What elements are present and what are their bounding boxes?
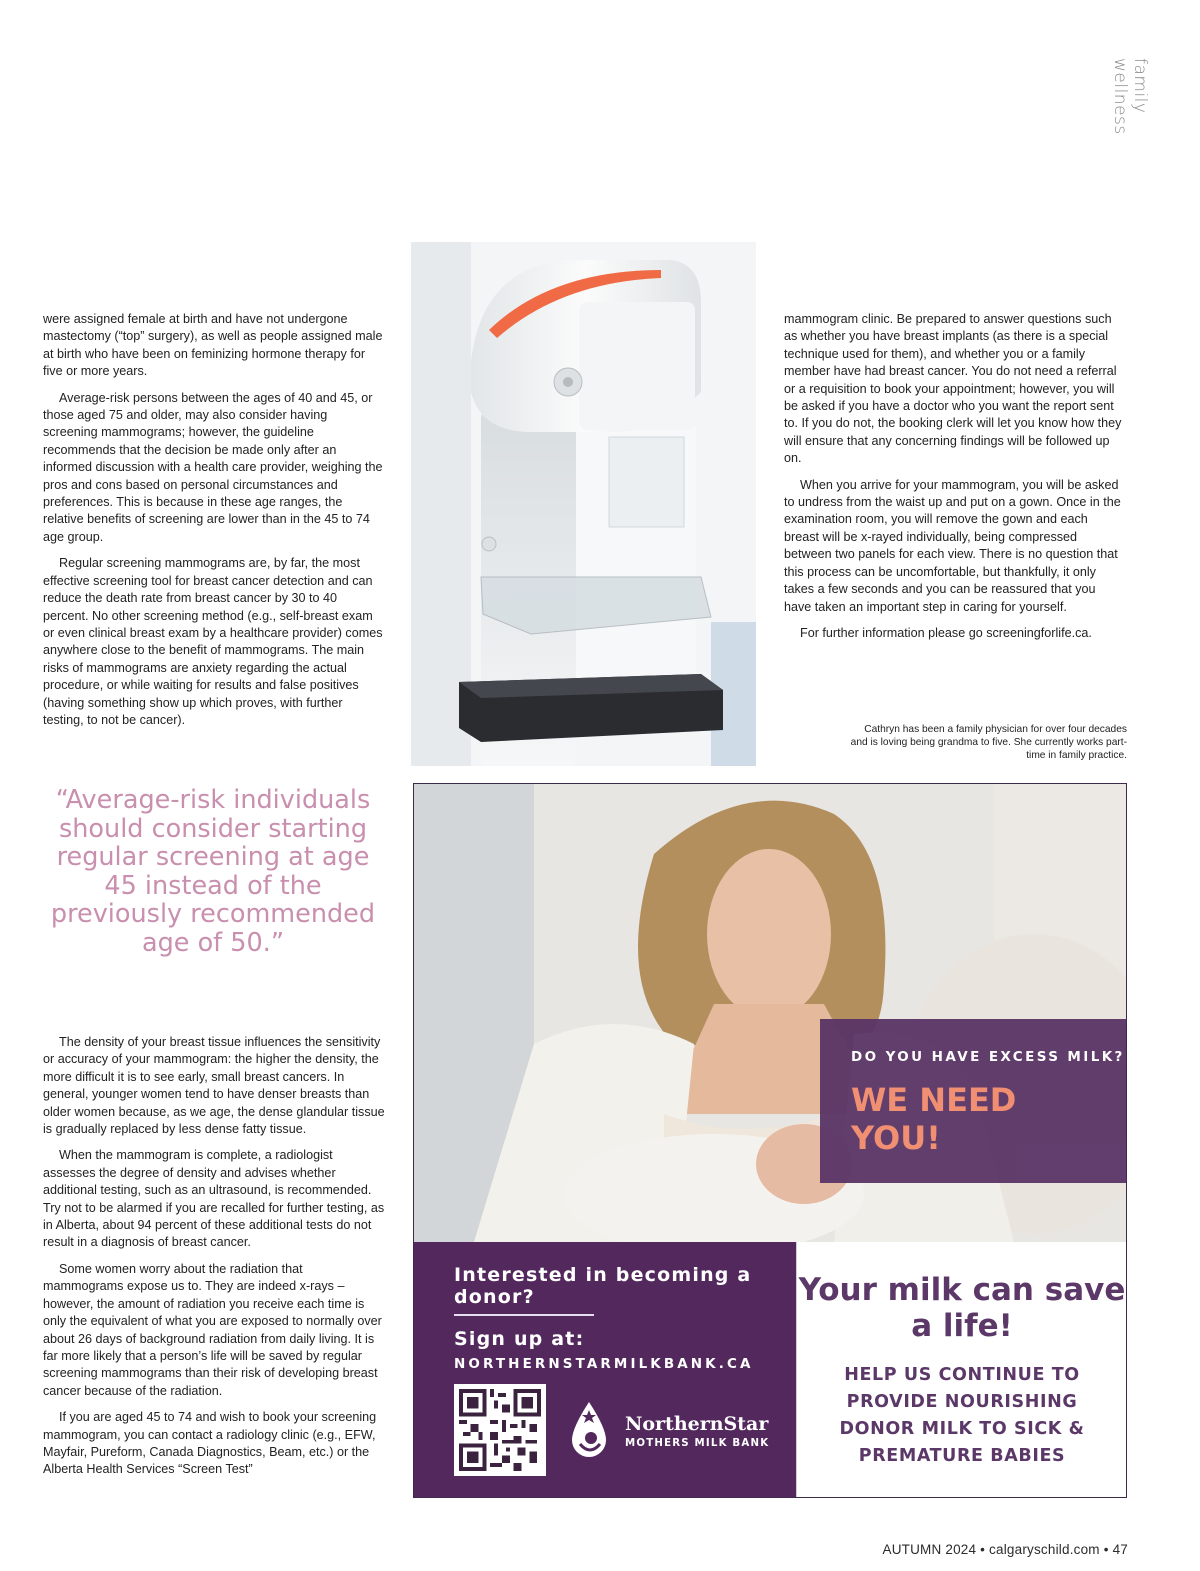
ad-url-link[interactable]: NORTHERNSTARMILKBANK.CA: [454, 1356, 754, 1372]
logo-name: NorthernStar: [625, 1413, 769, 1435]
ad-headline: Your milk can save a life!: [798, 1272, 1126, 1344]
article-column-right: [784, 311, 1126, 651]
paragraph: When you arrive for your mammogram, you will be asked to undress from the waist up and put on a gown. Once in the examination room, you will remove the gown and each breast will be x-rayed individually, being compressed between two panels for each view. There is no question that this process can be uncomfortable, but thankfully, it only takes a few seconds and you can be reassured that you have taken an important step in caring for yourself.: [784, 477, 1121, 614]
mammogram-machine-photo: [411, 242, 756, 766]
paragraph: For further information please go screeningforlife.ca.: [800, 625, 1092, 640]
paragraph: If you are aged 45 to 74 and wish to book your screening mammogram, you can contact a radiology clinic (e.g., EFW, Mayfair, Pureform, Canada Diagnostics, Beam, etc.) or the Alberta Health Services “Screen Test”: [43, 1410, 377, 1477]
article-column-left-top: [43, 311, 385, 738]
ad-interested-text: Interested in becoming a donor?: [454, 1264, 752, 1308]
northernstar-logo-icon: [566, 1400, 612, 1460]
paragraph: mammogram clinic. Be prepared to answer questions such as whether you have breast implants (as there is a special technique used for them), and whether you or a family member have had breast cancer. You do not need a referral or a requisition to book your appointment; however, you will be asked if you have a doctor who you want the report sent to. If you do not, the booking clerk will let you know how they will ensure that any concerning findings will be followed up on.: [784, 312, 1122, 466]
milk-bank-advertisement[interactable]: [413, 783, 1127, 1498]
ad-message-panel: [796, 1242, 1126, 1498]
paragraph: were assigned female at birth and have not undergone mastectomy (“top” surgery), as well as people assigned male at birth who have been on feminizing hormone therapy for five or more years.: [43, 312, 383, 379]
ad-need-you: WE NEED YOU!: [851, 1081, 1017, 1157]
page-footer: AUTUMN 2024 • calgaryschild.com • 47: [882, 1542, 1128, 1557]
ad-signup-label: Sign up at:: [454, 1328, 585, 1350]
paragraph: Average-risk persons between the ages of 40 and 45, or those aged 75 and older, may also consider having screening mammograms; however, the guideline recommends that the decision be made only after an informed discussion with a health care provider, weighing the pros and cons based on personal circumstances and preferences. This is because in these age ranges, the relative benefits of screening are lower than in the 45 to 74 age group.: [43, 390, 383, 544]
paragraph: The density of your breast tissue influences the sensitivity or accuracy of your mammogram: the higher the density, the more difficult it is to see early, small breast cancers. In general, younger women tend to have denser breasts than older women because, as we age, the dense glandular tissue is gradually replaced by less dense fatty tissue.: [43, 1035, 385, 1137]
ad-signup-panel: [414, 1242, 796, 1498]
article-column-left-bottom: [43, 1034, 385, 1488]
section-tag: family wellness: [1110, 58, 1150, 135]
pull-quote: “Average-risk individuals should consider starting regular screening at age 45 instead of the previously recommended age of 50.”: [50, 785, 376, 958]
qr-code-icon[interactable]: [454, 1384, 546, 1476]
author-bio: Cathryn has been a family physician for over four decades and is loving being grandma to five. She currently works part-time in family practice.: [850, 724, 1127, 762]
paragraph: Some women worry about the radiation that mammograms expose us to. They are indeed x-rays – however, the amount of radiation you receive each time is only the equivalent of what you are exposed to normally over about 26 days of background radiation from daily living. It is far more likely that a person’s life will be saved by regular screening mammograms than their risk of developing breast cancer because of the radiation.: [43, 1261, 382, 1398]
ad-callout-box: [820, 1019, 1126, 1183]
ad-help-text: HELP US CONTINUE TO PROVIDE NOURISHING DONOR MILK TO SICK & PREMATURE BABIES: [839, 1365, 1085, 1466]
paragraph: When the mammogram is complete, a radiologist assesses the degree of density and advises whether additional testing, such as an ultrasound, is recommended. Try not to be alarmed if you are recalled for further testing, as in Alberta, about 94 percent of these additional tests do not result in a diagnosis of breast cancer.: [43, 1148, 385, 1250]
logo-subtitle: MOTHERS MILK BANK: [625, 1438, 770, 1449]
ad-question: DO YOU HAVE EXCESS MILK?: [851, 1049, 1125, 1065]
paragraph: Regular screening mammograms are, by far, the most effective screening tool for breast cancer detection and can reduce the death rate from breast cancer by 30 to 40 percent. No other screening method (e.g., self-breast exam or even clinical breast exam by a healthcare provider) comes anywhere close to the benefit of mammograms. The main risks of mammograms are anxiety regarding the actual procedure, or while waiting for results and false positives (having something show up which proves, with further testing, to not be cancer).: [43, 556, 383, 727]
divider: [454, 1314, 594, 1316]
